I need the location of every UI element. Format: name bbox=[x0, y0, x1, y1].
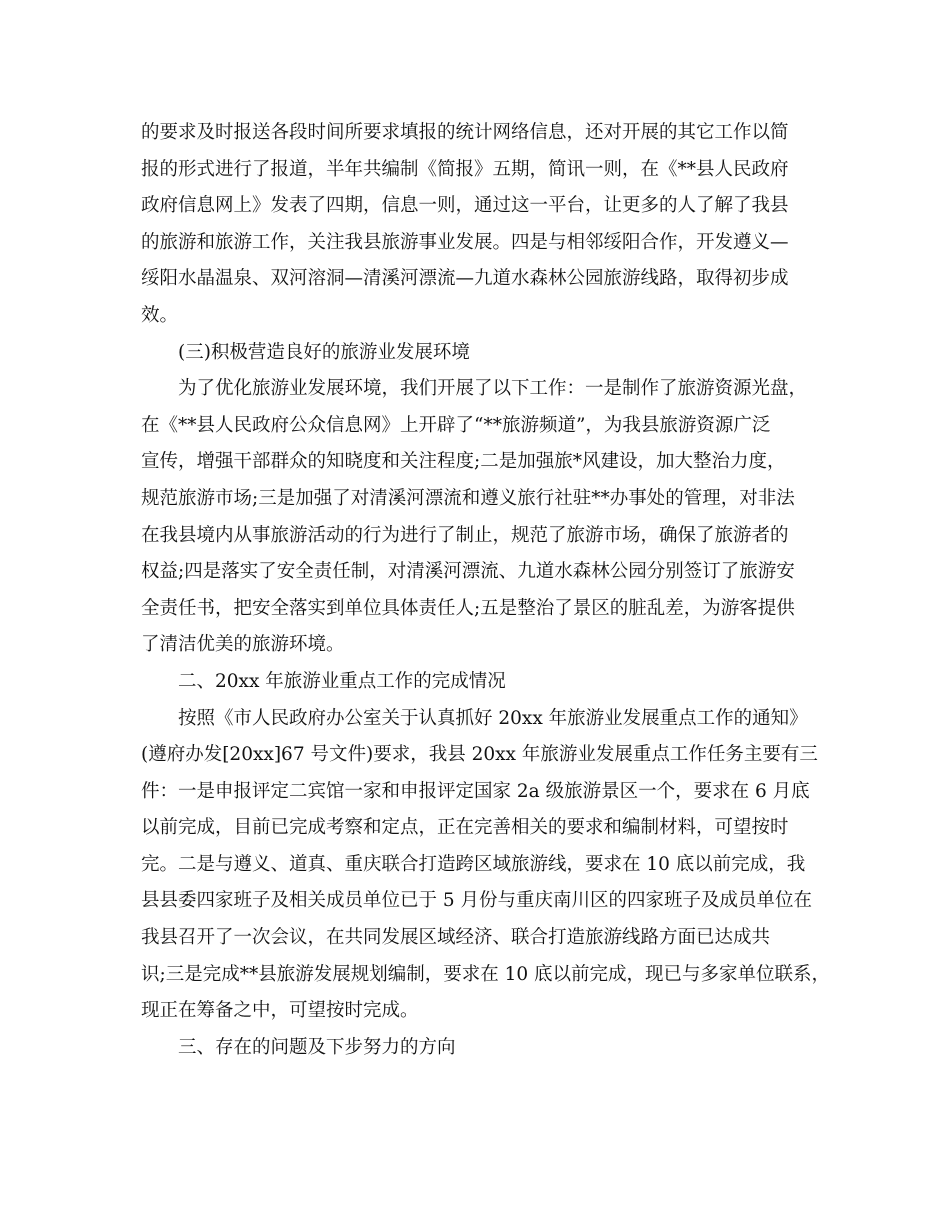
text-line: 的旅游和旅游工作，关注我县旅游事业发展。四是与相邻绥阳合作，开发遵义— bbox=[141, 231, 789, 253]
text-line: 完。二是与遵义、道真、重庆联合打造跨区域旅游线，要求在 10 底以前完成，我 bbox=[141, 853, 806, 875]
text-line: 件：一是申报评定二宾馆一家和申报评定国家 2a 级旅游景区一个，要求在 6 月底 bbox=[141, 780, 810, 802]
text-line: 权益;四是落实了安全责任制，对清溪河漂流、九道水森林公园分别签订了旅游安 bbox=[141, 561, 795, 583]
paragraph-first-line: 二、20xx 年旅游业重点工作的完成情况 bbox=[178, 670, 506, 692]
paragraph-first-line: (三)积极营造良好的旅游业发展环境 bbox=[178, 341, 470, 363]
text-line: 识;三是完成**县旅游发展规划编制，要求在 10 底以前完成，现已与多家单位联系， bbox=[141, 963, 831, 985]
text-line: 的要求及时报送各段时间所要求填报的统计网络信息，还对开展的其它工作以简 bbox=[141, 122, 789, 143]
text-line: 绥阳水晶温泉、双河溶洞—清溪河漂流—九道水森林公园旅游线路，取得初步成 bbox=[141, 268, 789, 290]
text-line: (遵府办发[20xx]67 号文件)要求，我县 20xx 年旅游业发展重点工作任务主要有三 bbox=[141, 744, 818, 766]
text-line: 在《**县人民政府公众信息网》上开辟了“**旅游频道”，为我县旅游资源广泛 bbox=[141, 414, 771, 436]
text-line: 以前完成，目前已完成考察和定点，正在完善相关的要求和编制材料，可望按时 bbox=[141, 817, 789, 839]
text-line: 报的形式进行了报道，半年共编制《简报》五期，简讯一则，在《**县人民政府 bbox=[141, 158, 789, 180]
text-line: 在我县境内从事旅游活动的行为进行了制止，规范了旅游市场，确保了旅游者的 bbox=[141, 524, 789, 546]
text-line: 现正在筹备之中，可望按时完成。 bbox=[141, 1000, 419, 1022]
document-body bbox=[141, 115, 841, 1066]
text-line: 宣传，增强干部群众的知晓度和关注程度;二是加强旅*风建设，加大整治力度， bbox=[141, 451, 786, 473]
paragraph-first-line: 按照《市人民政府办公室关于认真抓好 20xx 年旅游业发展重点工作的通知》 bbox=[178, 707, 808, 729]
text-line: 县县委四家班子及相关成员单位已于 5 月份与重庆南川区的四家班子及成员单位在 bbox=[141, 890, 813, 912]
text-line: 了清洁优美的旅游环境。 bbox=[141, 634, 345, 656]
text-line: 全责任书，把安全落实到单位具体责任人;五是整治了景区的脏乱差，为游客提供 bbox=[141, 597, 795, 619]
text-line: 规范旅游市场;三是加强了对清溪河漂流和遵义旅行社驻**办事处的管理，对非法 bbox=[141, 487, 795, 509]
text-line: 政府信息网上》发表了四期，信息一则，通过这一平台，让更多的人了解了我县 bbox=[141, 195, 789, 217]
paragraph-first-line: 三、存在的问题及下步努力的方向 bbox=[178, 1036, 456, 1058]
text-line: 效。 bbox=[141, 304, 179, 326]
text-line: 我县召开了一次会议，在共同发展区域经济、联合打造旅游线路方面已达成共 bbox=[141, 927, 771, 949]
paragraph-first-line: 为了优化旅游业发展环境，我们开展了以下工作：一是制作了旅游资源光盘， bbox=[178, 378, 808, 400]
